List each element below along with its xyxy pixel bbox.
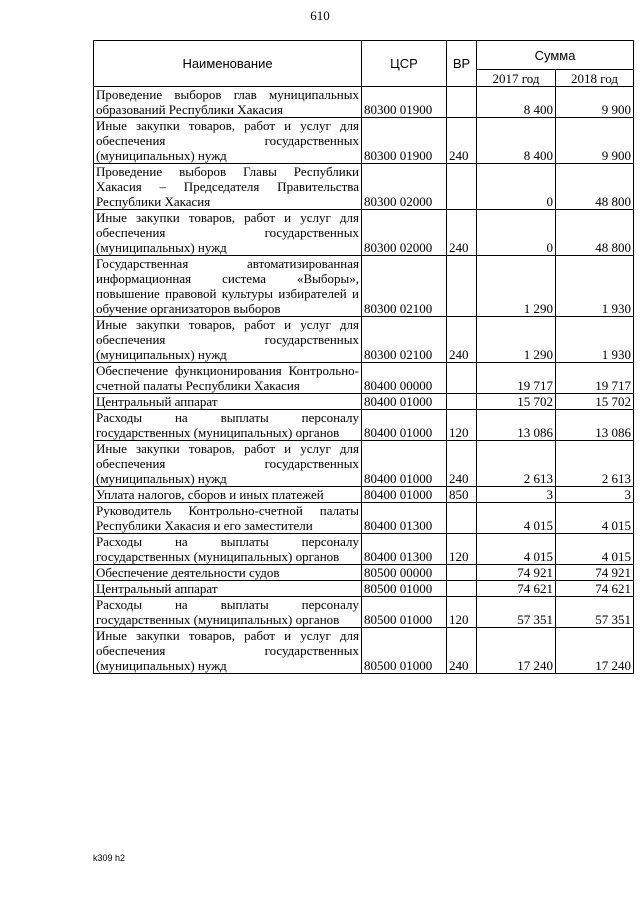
row-csr: 80300 02000 — [362, 164, 447, 210]
table-row — [94, 410, 634, 441]
table-row — [94, 581, 634, 597]
row-name: Центральный аппарат — [94, 394, 362, 410]
row-name: Расходы на выплаты персоналу государственных (муниципальных) органов — [94, 410, 362, 441]
row-sum-2017: 19 717 — [477, 363, 556, 394]
table-row — [94, 210, 634, 256]
row-vr: 120 — [447, 534, 477, 565]
row-sum-2017: 8 400 — [477, 118, 556, 164]
table-row — [94, 317, 634, 363]
row-csr: 80400 01300 — [362, 503, 447, 534]
row-vr — [447, 363, 477, 394]
row-name: Обеспечение функционирования Контрольно-счетной палаты Республики Хакасия — [94, 363, 362, 394]
row-name: Иные закупки товаров, работ и услуг для обеспечения государственных (муниципальных) нужд — [94, 210, 362, 256]
row-csr: 80300 02100 — [362, 256, 447, 317]
row-csr: 80400 00000 — [362, 363, 447, 394]
row-sum-2017: 2 613 — [477, 441, 556, 487]
table-row — [94, 87, 634, 118]
row-csr: 80400 01300 — [362, 534, 447, 565]
row-csr: 80500 01000 — [362, 597, 447, 628]
row-sum-2018: 74 621 — [556, 581, 634, 597]
header-sum: Сумма — [477, 41, 634, 70]
row-sum-2017: 17 240 — [477, 628, 556, 674]
row-csr: 80500 00000 — [362, 565, 447, 581]
row-vr — [447, 164, 477, 210]
row-vr — [447, 87, 477, 118]
row-name: Иные закупки товаров, работ и услуг для обеспечения государственных (муниципальных) нужд — [94, 317, 362, 363]
row-name: Проведение выборов Главы Республики Хакасия – Председателя Правительства Республики Хакасия — [94, 164, 362, 210]
table-row — [94, 394, 634, 410]
row-sum-2017: 15 702 — [477, 394, 556, 410]
row-vr — [447, 565, 477, 581]
row-name: Расходы на выплаты персоналу государственных (муниципальных) органов — [94, 534, 362, 565]
row-sum-2018: 3 — [556, 487, 634, 503]
row-vr — [447, 256, 477, 317]
header-name: Наименование — [94, 41, 362, 87]
row-vr: 850 — [447, 487, 477, 503]
row-csr: 80300 01900 — [362, 118, 447, 164]
row-sum-2017: 74 621 — [477, 581, 556, 597]
header-year-2017: 2017 год — [477, 70, 556, 87]
table-row — [94, 487, 634, 503]
row-sum-2017: 0 — [477, 164, 556, 210]
row-sum-2018: 13 086 — [556, 410, 634, 441]
table-row — [94, 597, 634, 628]
row-name: Государственная автоматизированная информационная система «Выборы», повышение правовой культуры избирателей и обучение организаторов выборов — [94, 256, 362, 317]
header-year-2018: 2018 год — [556, 70, 634, 87]
row-name: Иные закупки товаров, работ и услуг для обеспечения государственных (муниципальных) нужд — [94, 441, 362, 487]
row-csr: 80400 01000 — [362, 394, 447, 410]
table-row — [94, 534, 634, 565]
table-header — [94, 41, 634, 87]
row-sum-2017: 1 290 — [477, 317, 556, 363]
header-csr: ЦСР — [362, 41, 447, 87]
row-sum-2018: 2 613 — [556, 441, 634, 487]
row-sum-2017: 3 — [477, 487, 556, 503]
row-vr: 240 — [447, 628, 477, 674]
footer-code: k309 h2 — [93, 853, 126, 863]
row-csr: 80400 01000 — [362, 410, 447, 441]
row-name: Руководитель Контрольно-счетной палаты Республики Хакасия и его заместители — [94, 503, 362, 534]
row-csr: 80500 01000 — [362, 628, 447, 674]
row-sum-2018: 57 351 — [556, 597, 634, 628]
row-vr: 240 — [447, 210, 477, 256]
budget-table — [93, 40, 634, 674]
row-sum-2018: 48 800 — [556, 164, 634, 210]
header-vr: ВР — [447, 41, 477, 87]
row-csr: 80500 01000 — [362, 581, 447, 597]
table-row — [94, 628, 634, 674]
row-csr: 80300 02100 — [362, 317, 447, 363]
row-sum-2017: 0 — [477, 210, 556, 256]
row-sum-2017: 57 351 — [477, 597, 556, 628]
page-number: 610 — [310, 8, 330, 23]
row-name: Проведение выборов глав муниципальных образований Республики Хакасия — [94, 87, 362, 118]
row-name: Иные закупки товаров, работ и услуг для обеспечения государственных (муниципальных) нужд — [94, 118, 362, 164]
row-vr — [447, 394, 477, 410]
row-sum-2017: 4 015 — [477, 503, 556, 534]
table-body — [94, 87, 634, 674]
table-row — [94, 503, 634, 534]
row-sum-2017: 4 015 — [477, 534, 556, 565]
table-row — [94, 164, 634, 210]
row-sum-2018: 1 930 — [556, 317, 634, 363]
table-row — [94, 118, 634, 164]
row-name: Иные закупки товаров, работ и услуг для обеспечения государственных (муниципальных) нужд — [94, 628, 362, 674]
row-name: Обеспечение деятельности судов — [94, 565, 362, 581]
row-sum-2017: 13 086 — [477, 410, 556, 441]
row-vr: 240 — [447, 317, 477, 363]
table-row — [94, 441, 634, 487]
row-sum-2018: 48 800 — [556, 210, 634, 256]
row-sum-2018: 74 921 — [556, 565, 634, 581]
row-vr: 240 — [447, 441, 477, 487]
row-csr: 80300 02000 — [362, 210, 447, 256]
row-sum-2018: 17 240 — [556, 628, 634, 674]
table-row — [94, 363, 634, 394]
row-sum-2018: 1 930 — [556, 256, 634, 317]
row-vr: 120 — [447, 410, 477, 441]
row-sum-2018: 9 900 — [556, 118, 634, 164]
row-sum-2017: 1 290 — [477, 256, 556, 317]
table-row — [94, 256, 634, 317]
table-row — [94, 565, 634, 581]
row-vr: 240 — [447, 118, 477, 164]
row-name: Центральный аппарат — [94, 581, 362, 597]
row-sum-2018: 4 015 — [556, 503, 634, 534]
row-csr: 80300 01900 — [362, 87, 447, 118]
row-vr — [447, 581, 477, 597]
row-name: Уплата налогов, сборов и иных платежей — [94, 487, 362, 503]
row-name: Расходы на выплаты персоналу государственных (муниципальных) органов — [94, 597, 362, 628]
row-vr — [447, 503, 477, 534]
row-sum-2018: 9 900 — [556, 87, 634, 118]
row-sum-2017: 8 400 — [477, 87, 556, 118]
row-csr: 80400 01000 — [362, 441, 447, 487]
row-csr: 80400 01000 — [362, 487, 447, 503]
row-sum-2018: 15 702 — [556, 394, 634, 410]
row-vr: 120 — [447, 597, 477, 628]
row-sum-2017: 74 921 — [477, 565, 556, 581]
row-sum-2018: 19 717 — [556, 363, 634, 394]
row-sum-2018: 4 015 — [556, 534, 634, 565]
